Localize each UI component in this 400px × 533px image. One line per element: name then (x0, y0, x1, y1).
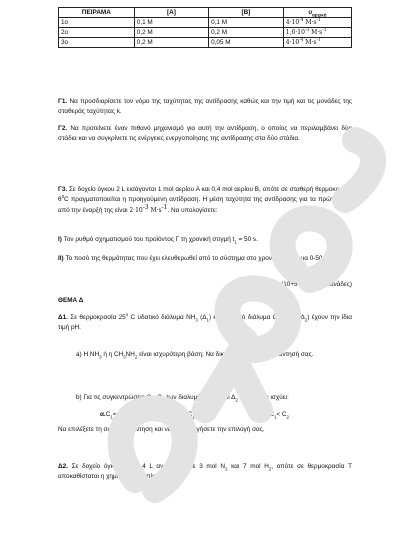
subscript: 2 (204, 414, 208, 420)
subscript: 1 (234, 239, 237, 245)
table-cell: 0,05 M (209, 38, 284, 48)
question-g3 (58, 185, 352, 216)
points-note: (10+5+10 = 25 Μονάδες) (281, 281, 352, 288)
table-cell: 0,1 M (209, 18, 284, 28)
option-label: γ. (264, 411, 270, 418)
option-text: C (105, 411, 111, 418)
subscript: 2 (286, 414, 289, 420)
rate-value: 1,6·10 (285, 29, 305, 36)
rate-unit-exponent: -1 (316, 18, 321, 23)
subscript: 2 (161, 397, 165, 403)
table-header: [A] (134, 8, 208, 18)
option-text: = C (112, 411, 123, 418)
subscript: 2 (268, 466, 272, 472)
rate-unit: M·s (148, 206, 162, 214)
table-cell: 0,1 M (134, 18, 208, 28)
subscript: 1 (110, 414, 113, 420)
rate-exponent: -3 (142, 203, 149, 211)
table-header-symbol: υ (308, 9, 313, 16)
question-g2 (58, 124, 352, 145)
rate-exponent: -4 (299, 18, 304, 23)
question-text: και 7 mol H (227, 463, 269, 470)
question-text: ) έχουν την ίδια τιμή pH. (58, 314, 352, 332)
answer-options (100, 410, 352, 420)
option-text: C (269, 411, 274, 418)
watermark-logo (95, 110, 395, 510)
question-text: NH (125, 351, 135, 358)
question-g1 (58, 97, 352, 118)
rate-exponent: -3 (304, 28, 310, 33)
question-text: ή η CH (101, 351, 124, 358)
table-cell (283, 28, 351, 38)
subscript: 1 (192, 414, 195, 420)
theme-heading: ΘΕΜΑ Δ (58, 297, 84, 304)
table-row (59, 18, 352, 28)
question-text: , C (153, 394, 162, 401)
subscript: 3 (281, 317, 285, 323)
subscript: 2 (225, 466, 228, 472)
subscript: 1 (273, 414, 277, 420)
question-label: b) (76, 394, 82, 401)
table-cell: 2ο (59, 28, 135, 38)
question-text: (Δ (296, 314, 305, 321)
degree-mark: ο (125, 311, 129, 317)
option-label: β. (182, 411, 188, 418)
question-text: Για τις συγκεντρώσεις C (81, 394, 152, 401)
subscript: 1 (217, 397, 220, 403)
table-row (59, 38, 352, 48)
question-text: των διαλυμάτων Δ (164, 394, 218, 401)
table-header: ΠΕΙΡΑΜΑ (59, 8, 135, 18)
table-header (283, 8, 351, 18)
table-cell (283, 18, 351, 28)
question-text: (Δ (197, 314, 207, 321)
table-cell: 1ο (59, 18, 135, 28)
subscript: 2 (122, 414, 126, 420)
subscript: 1 (206, 317, 209, 323)
rate-exponent: -4 (299, 38, 304, 43)
question-text: Η NH (81, 351, 100, 358)
question-text: Σε θερμοκρασία 25 (67, 314, 126, 321)
rate-value: 2·10 (129, 206, 143, 214)
table-cell: 3ο (59, 38, 135, 48)
subscript: 2 (235, 397, 238, 403)
question-text: ) και υδατικό διάλυμα CH (208, 314, 282, 321)
question-d1-b (76, 393, 352, 403)
subscript: 3 (195, 317, 198, 323)
experiment-table (58, 7, 352, 48)
choose-instruction: Να επιλέξετε τη σωστή απάντηση και να δικαιολογήσετε την επιλογή σας. (58, 426, 265, 433)
question-text: = 50 s. (236, 236, 258, 243)
subscript: 2 (134, 354, 138, 360)
rate-unit-exponent: -1 (322, 28, 327, 33)
rate-unit-exponent: -1 (316, 38, 321, 43)
question-text: C πραγματοποιείται η προηγούμενη αντίδραση. Η μέση ταχύτητα της αντίδρασης για τα πρώτα 50 s από την έναρξή της είναι (58, 196, 352, 214)
question-d2 (58, 462, 352, 483)
question-label: a) (76, 351, 82, 358)
question-text: = 4 L αναμιγνύουμε 3 mol N (131, 463, 226, 470)
rate-unit: M·s (309, 29, 323, 36)
question-text: NH (284, 314, 294, 321)
subscript: 3 (99, 354, 102, 360)
question-label: II) (58, 255, 64, 262)
question-text: Τον ρυθμό σχηματισμού του προϊόντος Γ τη χρονική στιγμή t (61, 236, 235, 243)
degree-mark: 0 (61, 194, 65, 200)
question-text: Σε δοχείο όγκου 2 L εισάγονται 1 mol αερίου A και 0,4 mol αερίου B, οπότε σε σταθερή θερμοκρασία θ (58, 186, 352, 204)
table-header: [B] (209, 8, 284, 18)
question-text: είναι ισχυρότερη βάση; Να δικαιολογήσετε την απαντησή σας. (137, 351, 314, 358)
table-cell (283, 38, 351, 48)
question-g3-ii (58, 254, 352, 264)
rate-unit-exponent: -1 (161, 203, 168, 211)
option-text: > C (194, 411, 205, 418)
subscript: 2 (304, 317, 308, 323)
question-d1-a (76, 350, 352, 360)
table-header-row (59, 8, 352, 18)
question-text: Σε δοχείο όγκου V (67, 463, 129, 470)
rate-unit: M·s (303, 19, 317, 26)
question-d1 (58, 313, 352, 334)
option-text: < C (276, 411, 287, 418)
question-label: Δ1. (58, 314, 68, 321)
question-label: Γ1. (58, 98, 68, 105)
rate-value: 4·10 (285, 19, 300, 26)
answer-option (182, 410, 264, 420)
answer-option (264, 410, 346, 420)
rate-unit: M·s (303, 39, 317, 46)
question-text: , οπότε σε θερμοκρασία T αποκαθίσταται η χημική ισορροπία: (58, 463, 352, 481)
subscript: 2 (293, 317, 296, 323)
question-text: Να προσδιορίσετε τον νόμο της ταχύτητας της αντίδρασης καθώς και την τιμή και τις μονάδες της σταθεράς ταχύτητας k. (58, 98, 352, 116)
table-cell: 0,2 M (134, 38, 208, 48)
subscript: 1 (151, 397, 154, 403)
question-text: . Να υπολογίσετε: (167, 206, 218, 214)
table-row (59, 28, 352, 38)
question-label: Γ3. (58, 186, 68, 193)
option-text: C (187, 411, 193, 418)
table-cell: 0,2 M (209, 28, 284, 38)
question-text: και Δ (219, 394, 236, 401)
option-label: α. (100, 411, 106, 418)
question-text: Το ποσό της θερμότητας που έχει ελευθερωθεί από το σύστημα στο χρονικό διάστημα 0-50 s. (63, 255, 330, 262)
question-text: Να προτείνετε έναν πιθανό μηχανισμό για αυτή την αντίδραση, ο οποίος να περιλαμβάνει δύο στάδια και να συγκρίνετε τις ενέργειες ενεργοποίησης της αντίδρασης στα δύο στάδια. (58, 125, 352, 143)
question-text: C υδατικό διάλυμα NH (128, 314, 196, 321)
subscript: 3 (123, 354, 126, 360)
table-header-subscript: αρχική (312, 12, 327, 18)
question-label: Γ2. (58, 125, 68, 132)
table-cell: 0,2 M (134, 28, 208, 38)
question-g3-i (58, 235, 352, 245)
answer-option (100, 410, 182, 420)
rate-value: 4·10 (285, 39, 300, 46)
question-label: I) (58, 236, 62, 243)
question-text: αντίστοιχα ισχύει: (237, 394, 289, 401)
subscript: 1 (128, 466, 132, 472)
question-label: Δ2. (58, 463, 68, 470)
